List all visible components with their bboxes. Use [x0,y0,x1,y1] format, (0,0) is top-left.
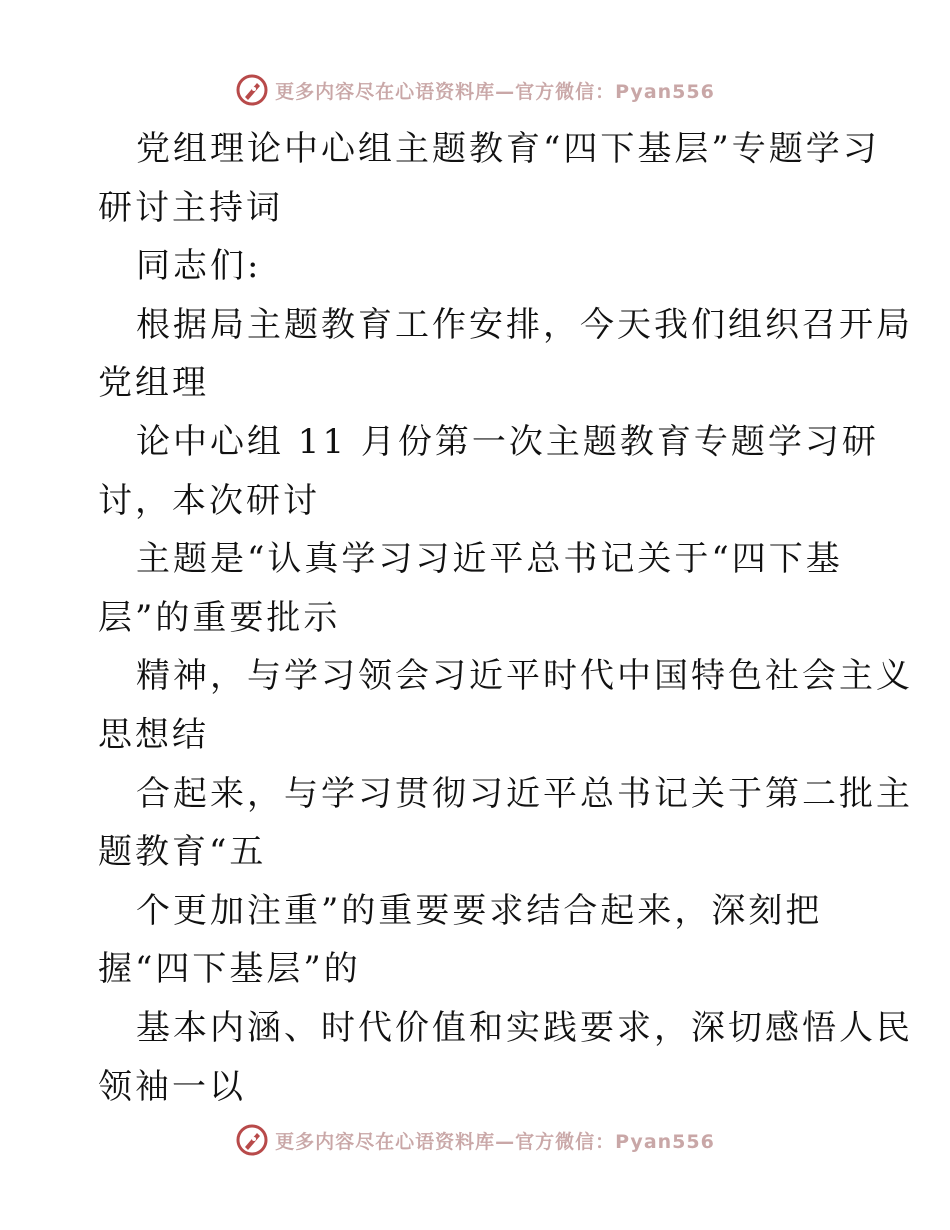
header-banner-text: 更多内容尽在心语资料库—官方微信：Pyan556 [275,80,715,103]
text-line: 基本内涵、时代价值和实践要求，深切感悟人民 [136,1007,913,1048]
text-line: 个更加注重”的重要要求结合起来，深刻把 [136,890,823,931]
text-line: 主题是“认真学习习近平总书记关于“四下基 [136,539,843,580]
pen-nib-logo-icon [235,1123,269,1157]
text-line: 握“四下基层”的 [98,949,361,990]
text-line: 题教育“五 [98,832,267,873]
text-line: 合起来，与学习贯彻习近平总书记关于第二批主 [136,773,913,814]
text-line: 党组理论中心组主题教育“四下基层”专题学习 [136,129,880,169]
text-line: 精神，与学习领会习近平时代中国特色社会主义 [136,656,913,697]
header-banner [0,70,950,110]
text-line: 研讨主持词 [98,187,283,228]
document-body [98,120,913,1116]
text-line: 层”的重要批示 [98,597,341,638]
text-line: 思想结 [98,714,209,755]
text-line: 论中心组 11 月份第一次主题教育专题学习研 [136,421,879,462]
text-line: 根据局主题教育工作安排，今天我们组织召开局 [136,304,913,345]
text-line: 讨，本次研讨 [98,480,320,521]
pen-nib-logo-icon [235,73,269,107]
text-line: 同志们: [136,246,262,287]
text-line: 领袖一以 [98,1066,246,1107]
footer-banner [0,1120,950,1160]
text-line: 党组理 [98,363,209,404]
footer-banner-text: 更多内容尽在心语资料库—官方微信：Pyan556 [275,1130,715,1153]
